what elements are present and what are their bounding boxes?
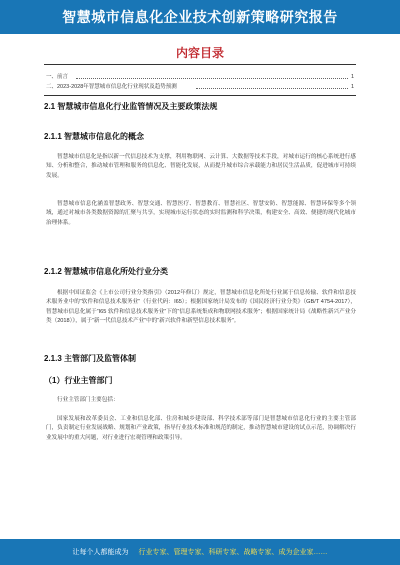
header-banner xyxy=(0,0,400,34)
toc-entry[interactable] xyxy=(46,82,354,92)
section-heading: 2.1.3 主管部门及监管体制 xyxy=(44,354,137,363)
section-heading: 2.1 智慧城市信息化行业监管情况及主要政策法规 xyxy=(44,102,218,111)
toc-bottom-rule xyxy=(44,95,356,96)
footer-banner xyxy=(0,539,400,565)
toc-heading: 内容目录 xyxy=(175,46,224,60)
paragraph: 智慧城市信息化涵盖智慧政务、智慧交通、智慧医疗、智慧教育、智慧社区、智慧安防、智慧能源、智慧环保等多个领域，通过对城市各类数据资源的汇聚与共享，实现城市运行状态的实时监测和科学决策，构建安全、高效、便捷的现代化城市治理体系。 xyxy=(46,201,356,226)
subsection-heading: （1）行业主管部门 xyxy=(44,376,113,385)
paragraph: 根据中国证监会《上市公司行业分类指引》（2012年修订）规定，智慧城市信息化所处行业属于信息传输、软件和信息技术服务业中的“软件和信息技术服务业”（行业代码：I65）；根据国家统计局发布的《国民经济行业分类》（GB/T 4754-2017），智慧城市信息化属于“I65 软件和信息技术服务业”下的“信息系统集成和物联网技术服务”；根据国家统计局《战略性新兴产业分类（2018）》，属于“新一代信息技术产业”中的“新兴软件和新型信息技术服务”。 xyxy=(46,290,356,325)
toc-entry-page: 1 xyxy=(350,74,354,80)
section-heading: 2.1.1 智慧城市信息化的概念 xyxy=(44,132,145,141)
paragraph: 行业主管部门主要包括： xyxy=(57,397,119,403)
footer-lead: 让每个人都能成为 xyxy=(72,549,129,556)
toc-top-rule xyxy=(44,64,356,65)
paragraph: 智慧城市信息化是指以新一代信息技术为支撑，利用物联网、云计算、大数据等技术手段，对城市运行的核心系统进行感知、分析和整合，推动城市管理和服务的信息化、智能化发展，从而提升城市综合承载能力和居民生活品质，促进城市可持续发展。 xyxy=(46,154,356,179)
footer-description: 行业专家、管理专家、科研专家、战略专家、成为企业家…… xyxy=(138,549,328,556)
section-heading: 2.1.2 智慧城市信息化所处行业分类 xyxy=(44,267,169,276)
toc-leader-dots xyxy=(196,88,348,89)
toc-entry-title: 一、前言 xyxy=(46,74,69,80)
toc-entry[interactable] xyxy=(46,72,354,82)
toc-leader-dots xyxy=(76,78,348,79)
toc-entry-page: 1 xyxy=(350,84,354,90)
paragraph: 国家发展和改革委员会、工业和信息化部、住房和城乡建设部、科学技术部等部门是智慧城市信息化行业的主要主管部门，负责制定行业发展战略、规划和产业政策，指导行业技术标准和规范的制定，推动智慧城市建设的试点示范，协调解决行业发展中的重大问题，对行业进行宏观管理和政策引导。 xyxy=(46,416,356,441)
toc-entry-title: 二、2023-2028年智慧城市信息化行业现状及趋势预测 xyxy=(46,84,177,90)
report-title: 智慧城市信息化企业技术创新策略研究报告 xyxy=(62,9,338,25)
